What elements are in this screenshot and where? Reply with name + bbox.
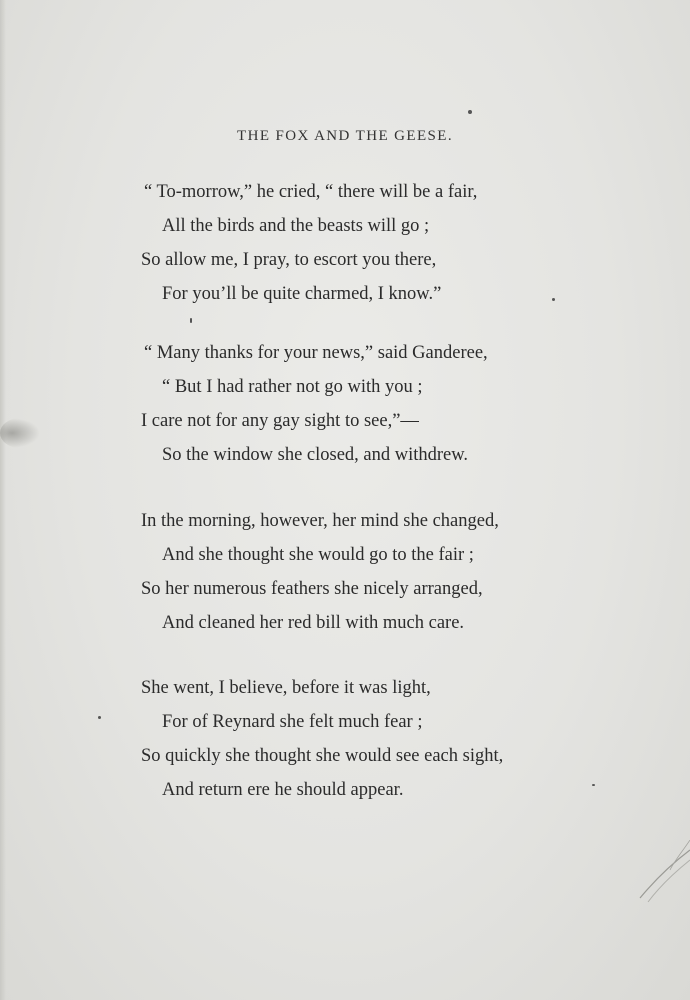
verse-line: For you’ll be quite charmed, I know.” [162, 284, 442, 304]
verse-line: “ To-morrow,” he cried, “ there will be a fair, [144, 182, 478, 202]
verse-line: So her numerous feathers she nicely arranged, [141, 579, 483, 599]
page-curl-icon [630, 840, 690, 910]
verse-line: So allow me, I pray, to escort you there, [141, 250, 437, 270]
verse-line: And she thought she would go to the fair ; [162, 545, 474, 565]
stanza-1 [141, 175, 621, 311]
page-heading: THE FOX AND THE GEESE. [237, 128, 453, 144]
verse-line: And return ere he should appear. [162, 780, 404, 800]
page-edge-shadow [0, 0, 6, 1000]
verse-line: She went, I believe, before it was light, [141, 678, 431, 698]
verse-line: So the window she closed, and withdrew. [162, 445, 469, 465]
verse-line: I care not for any gay sight to see,”— [141, 411, 419, 431]
ink-speck [190, 318, 192, 323]
verse-line: And cleaned her red bill with much care. [162, 613, 465, 633]
ink-speck [468, 110, 472, 114]
page-smudge [0, 418, 40, 448]
stanza-2 [141, 336, 621, 472]
verse-line: So quickly she thought she would see each sight, [141, 746, 504, 766]
stanza-3 [141, 504, 621, 640]
stanza-4 [141, 671, 621, 807]
ink-speck [98, 716, 101, 719]
verse-line: All the birds and the beasts will go ; [162, 216, 430, 236]
verse-line: For of Reynard she felt much fear ; [162, 712, 423, 732]
verse-line: In the morning, however, her mind she changed, [141, 511, 499, 531]
verse-line: “ But I had rather not go with you ; [162, 377, 423, 397]
verse-line: “ Many thanks for your news,” said Ganderee, [144, 343, 488, 363]
